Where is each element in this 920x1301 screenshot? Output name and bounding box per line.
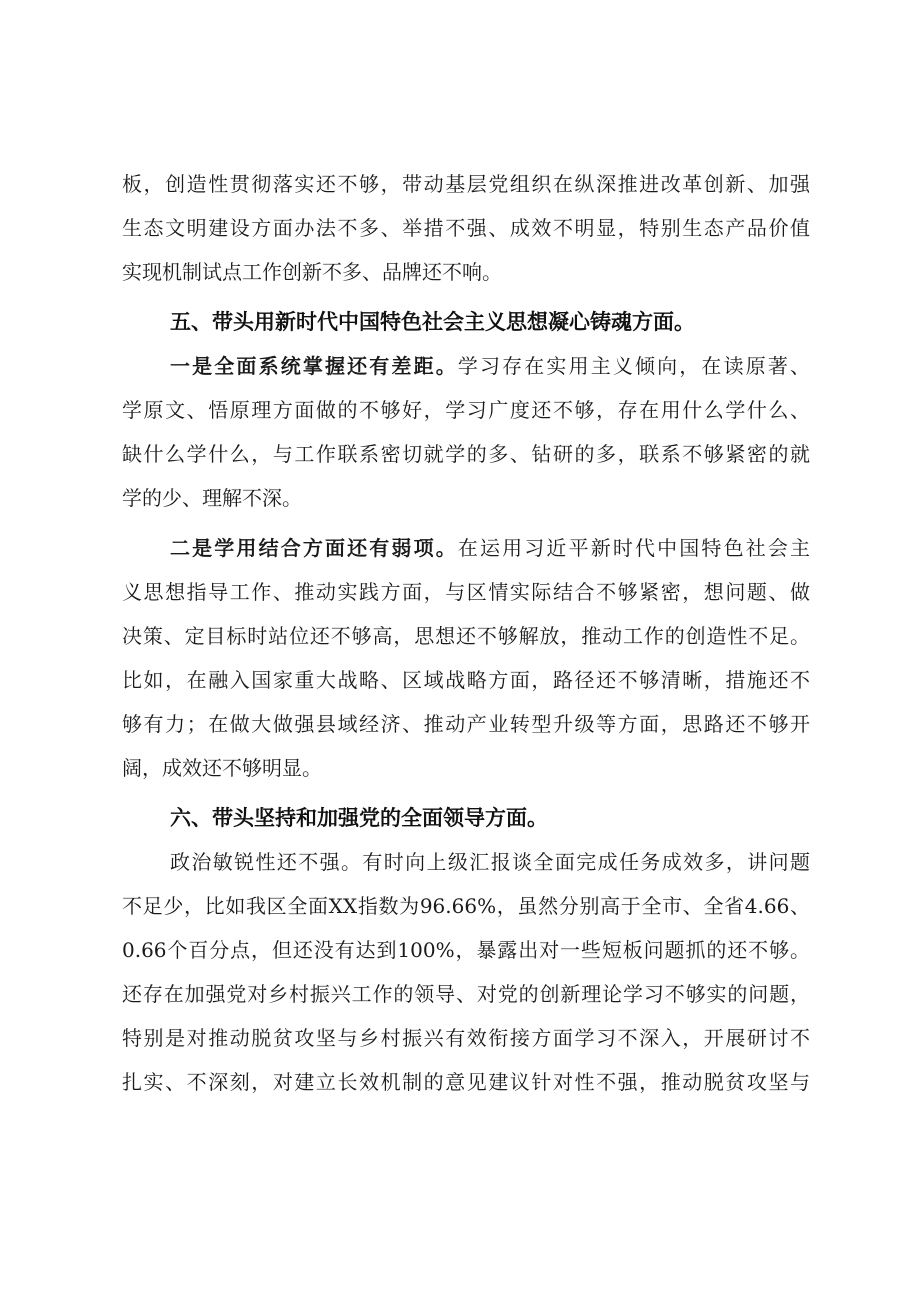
body-line: 比如，在融入国家重大战略、区域战略方面，路径还不够清晰，措施还不	[122, 668, 810, 692]
body-line: 特别是对推动脱贫攻坚与乡村振兴有效衔接方面学习不深入，开展研讨不	[122, 1026, 810, 1050]
body-line: 阔，成效还不够明显。	[122, 756, 322, 780]
body-line: 生态文明建设方面办法不多、举措不强、成效不明显，特别生态产品价值	[122, 216, 810, 240]
point-text: 学习存在实用主义倾向，在读原著、	[457, 354, 810, 378]
body-line: 实现机制试点工作创新不多、品牌还不响。	[122, 260, 502, 284]
body-line: 板，创造性贯彻落实还不够，带动基层党组织在纵深推进改革创新、加强	[122, 172, 810, 196]
body-line: 不足少，比如我区全面XX指数为96.66%，虽然分别高于全市、全省4.66、	[122, 894, 810, 918]
section-heading: 六、带头坚持和加强党的全面领导方面。	[170, 806, 548, 830]
section-heading: 五、带头用新时代中国特色社会主义思想凝心铸魂方面。	[170, 310, 695, 334]
body-line: 决策、定目标时站位还不够高，思想还不够解放，推动工作的创造性不足。	[122, 624, 810, 648]
body-line-first: 政治敏锐性还不强。有时向上级汇报谈全面完成任务成效多，讲问题	[170, 850, 810, 874]
body-line: 义思想指导工作、推动实践方面，与区情实际结合不够紧密，想问题、做	[122, 580, 810, 604]
body-line: 学原文、悟原理方面做的不够好，学习广度还不够，存在用什么学什么、	[122, 398, 810, 422]
body-line: 够有力；在做大做强县域经济、推动产业转型升级等方面，思路还不够开	[122, 712, 810, 736]
point-text: 在运用习近平新时代中国特色社会主	[457, 536, 810, 560]
body-line: 扎实、不深刻，对建立长效机制的意见建议针对性不强，推动脱贫攻坚与	[122, 1070, 810, 1094]
body-line: 还存在加强党对乡村振兴工作的领导、对党的创新理论学习不够实的问题，	[122, 982, 810, 1006]
point-lead: 二是学用结合方面还有弱项。	[170, 536, 458, 560]
body-line-first	[170, 528, 810, 568]
body-line: 0.66个百分点，但还没有达到100%，暴露出对一些短板问题抓的还不够。	[122, 938, 810, 962]
point-lead: 一是全面系统掌握还有差距。	[170, 354, 458, 378]
body-line-first	[170, 346, 810, 386]
body-line: 学的少、理解不深。	[122, 486, 302, 510]
body-line: 缺什么学什么，与工作联系密切就学的多、钻研的多，联系不够紧密的就	[122, 442, 810, 466]
